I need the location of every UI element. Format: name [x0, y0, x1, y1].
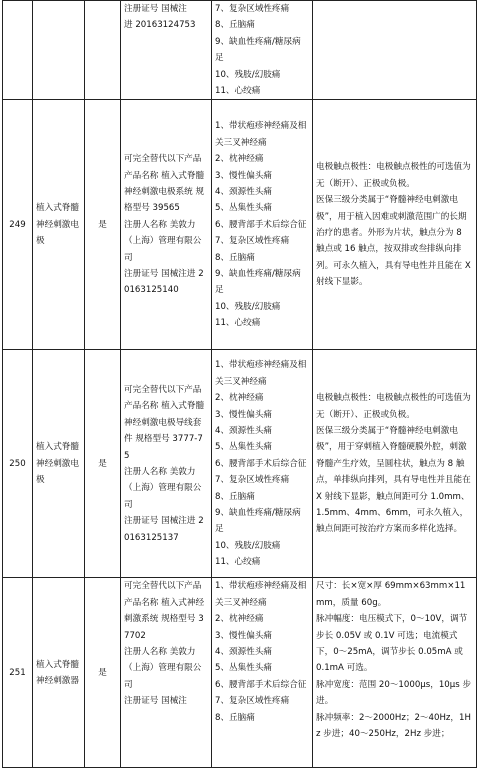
- product-line: 注册证号 国械注: [124, 696, 187, 707]
- indication-item: 8、丘脑痛: [215, 712, 255, 723]
- indication-item: 11、心绞痛: [215, 86, 261, 97]
- indication-item: 2、枕神经痛: [215, 154, 264, 165]
- indication-item: 4、颈源性头痛: [215, 647, 273, 658]
- indication-item: 6、腰背部手术后综合征: [215, 458, 307, 469]
- indication-item: 6、腰背部手术后综合征: [215, 219, 307, 230]
- product-name: [33, 1, 85, 100]
- product-line: 可完全替代以下产品: [124, 154, 202, 165]
- device-table: [2, 0, 477, 768]
- indication-item: 7、复杂区域性疼痛: [215, 236, 290, 247]
- indication-item: 1、带状疱疹神经痛及相关三叉神经痛: [215, 581, 307, 608]
- indication-item: 5、丛集性头痛: [215, 203, 273, 214]
- remark-paragraph: 脉冲幅度：电压模式下，0～10V，调节步长 0.05V 或 0.1V 可选；电流模式下，0～25mA，调节步长 0.05mA 或 0.1mA 可选。: [316, 614, 468, 674]
- indication-item: 7、复杂区域性疼痛: [215, 696, 290, 707]
- indication-item: 10、残肢/幻肢痛: [215, 69, 281, 80]
- indication-item: 10、残肢/幻肢痛: [215, 301, 281, 312]
- product-line: 产品名称 植入式脊髓神经刺激电极导线套件 规格型号 3777-75: [124, 401, 205, 461]
- product-info: [121, 1, 212, 100]
- indication-item: 8、丘脑痛: [215, 252, 255, 263]
- indication-item: 6、腰背部手术后综合征: [215, 679, 307, 690]
- indication-item: 8、丘脑痛: [215, 20, 255, 31]
- remarks: [313, 578, 477, 768]
- table-row: [3, 1, 477, 100]
- product-line: 产品名称 植入式神经刺激系统 规格型号 37702: [124, 597, 205, 641]
- remark-paragraph: 脉冲频率：2～2000Hz；2～40Hz，1Hz 步进；40～250Hz，2Hz 步进；: [316, 712, 471, 740]
- product-line: 进 20163124753: [124, 20, 196, 31]
- remarks: [313, 100, 477, 350]
- indication-item: 2、枕神经痛: [215, 393, 264, 404]
- indication-item: 4、颈源性头痛: [215, 425, 273, 436]
- indications: [212, 350, 313, 578]
- product-name: 植入式脊髓神经刺激器: [33, 578, 85, 768]
- indication-item: 9、缺血性疼痛/糖尿病足: [215, 268, 301, 296]
- row-number: 251: [3, 578, 33, 768]
- remark-paragraph: 医保三级分类属于“脊髓神经电刺激电极”，用于穿刺植入脊髓硬膜外腔，刺激脊髓产生疗效，呈圆柱状，触点为 8 触点，单排纵向排列，具有导电性并且能在 X 射线下显影，触点间距可分 1.0mm、1.5mm、4mm、6mm，可永久植入，触点间距可按治疗方案而多样化选择。: [316, 425, 471, 535]
- product-line: 注册证号 国械注进 20163125140: [124, 268, 204, 296]
- remark-paragraph: 尺寸：长×宽×厚 69mm×63mm×11mm，质量 60g。: [316, 581, 466, 608]
- indication-item: 1、带状疱疹神经痛及相关三叉神经痛: [215, 121, 307, 148]
- product-line: 注册证号 国械注: [124, 4, 187, 14]
- product-info: [121, 100, 212, 350]
- indication-item: 9、缺血性疼痛/糖尿病足: [215, 36, 301, 64]
- row-number: 250: [3, 350, 33, 578]
- replaceable-flag: 是: [85, 350, 121, 578]
- remarks: [313, 350, 477, 578]
- remark-paragraph: 电极触点极性：电极触点极性的可选值为无（断开）、正极或负极。: [316, 393, 471, 420]
- indication-item: 8、丘脑痛: [215, 491, 255, 502]
- table-row: [3, 578, 477, 768]
- row-number: 249: [3, 100, 33, 350]
- replaceable-flag: [85, 1, 121, 100]
- product-line: 可完全替代以下产品: [124, 581, 202, 592]
- product-line: 产品名称 植入式脊髓神经刺激电极系统 规格型号 39565: [124, 170, 205, 214]
- indications: [212, 1, 313, 100]
- indication-item: 3、慢性偏头痛: [215, 170, 273, 181]
- indication-item: 7、复杂区域性疼痛: [215, 4, 290, 14]
- remark-paragraph: 脉冲宽度：范围 20～1000μs，10μs 步进。: [316, 679, 472, 707]
- product-info: [121, 350, 212, 578]
- indication-item: 11、心绞痛: [215, 318, 261, 329]
- indication-item: 2、枕神经痛: [215, 614, 264, 625]
- remark-paragraph: 医保三级分类属于“脊髓神经电刺激电极”，用于植入因难或刺激范围广的长期治疗的患者。外形为片状，触点分为 8 触点或 16 触点，按双排或叁排纵向排列。可永久植入，具有导电性并且能在 X 射线下显影。: [316, 195, 471, 288]
- row-number: [3, 1, 33, 100]
- indications: [212, 578, 313, 768]
- table-row: [3, 350, 477, 578]
- indication-item: 9、缺血性疼痛/糖尿病足: [215, 507, 301, 535]
- remarks: [313, 1, 477, 100]
- indication-item: 3、慢性偏头痛: [215, 409, 273, 420]
- product-name: 植入式脊髓神经刺激电极: [33, 350, 85, 578]
- product-info: [121, 578, 212, 768]
- replaceable-flag: 是: [85, 578, 121, 768]
- product-line: 注册证号 国械注进 20163125137: [124, 516, 204, 543]
- indication-item: 5、丛集性头痛: [215, 442, 273, 453]
- product-name: 植入式脊髓神经刺激电极: [33, 100, 85, 350]
- indication-item: 10、残肢/幻肢痛: [215, 540, 281, 551]
- indications: [212, 100, 313, 350]
- product-line: 注册人名称 美敦力（上海）管理有限公司: [124, 219, 202, 263]
- remark-paragraph: 电极触点极性：电极触点极性的可选值为无（断开）、正极或负极。: [316, 162, 471, 189]
- indication-item: 5、丛集性头痛: [215, 663, 273, 674]
- indication-item: 3、慢性偏头痛: [215, 630, 273, 641]
- table-row: [3, 100, 477, 350]
- indication-item: 1、带状疱疹神经痛及相关三叉神经痛: [215, 360, 307, 387]
- indication-item: 4、颈源性头痛: [215, 186, 273, 197]
- product-line: 注册人名称 美敦力（上海）管理有限公司: [124, 647, 202, 690]
- product-line: 可完全替代以下产品: [124, 384, 202, 395]
- replaceable-flag: 是: [85, 100, 121, 350]
- indication-item: 11、心绞痛: [215, 557, 261, 568]
- product-line: 注册人名称 美敦力（上海）管理有限公司: [124, 466, 202, 510]
- indication-item: 7、复杂区域性疼痛: [215, 475, 290, 486]
